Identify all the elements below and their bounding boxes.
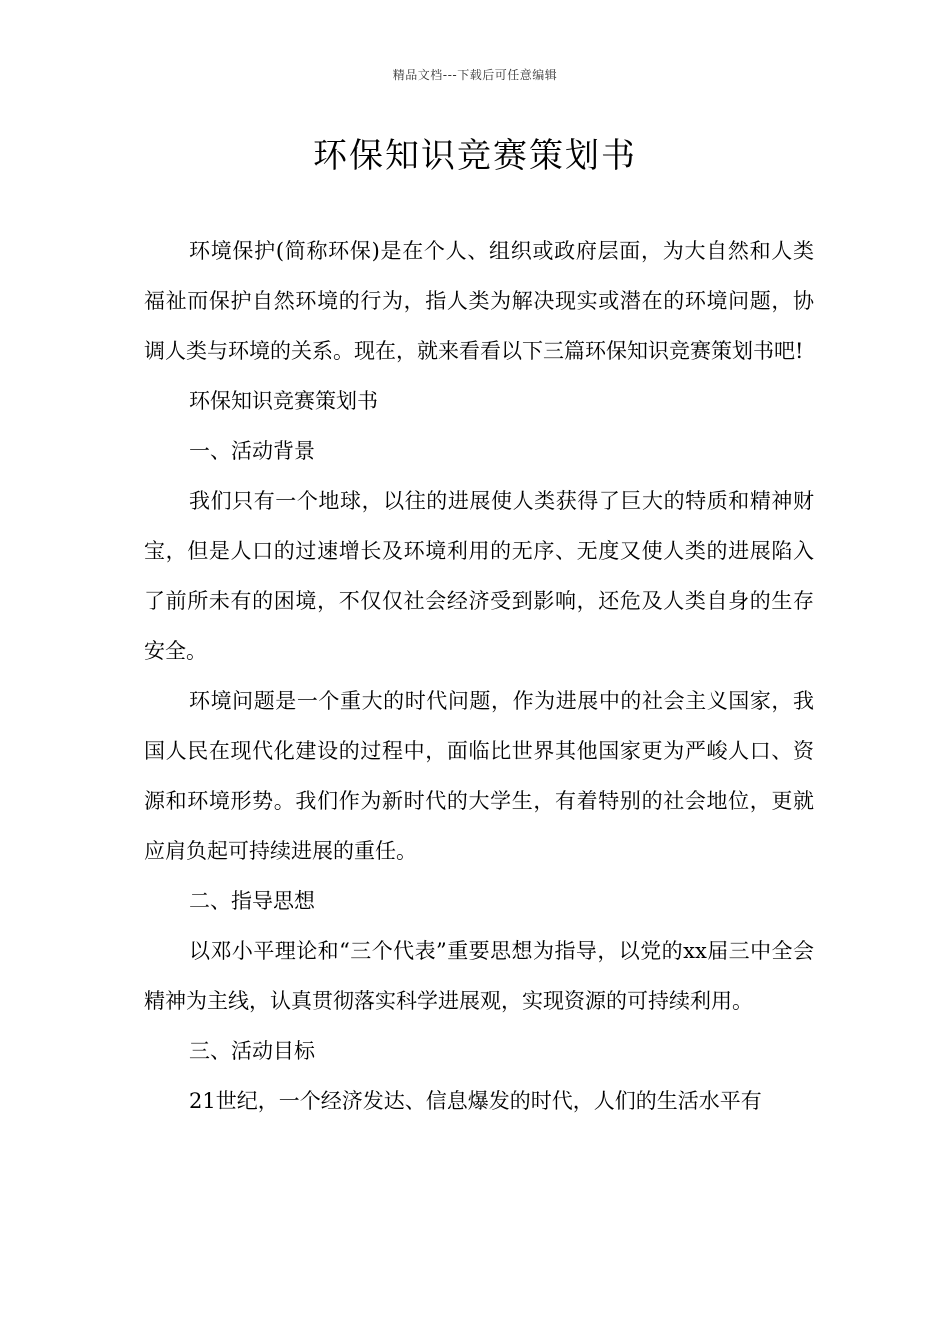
- header-note: 精品文档---下载后可任意编辑: [392, 68, 558, 82]
- section-heading-goals: 三、活动目标: [189, 1039, 315, 1063]
- document-body: [144, 226, 814, 1126]
- section-heading-background: 一、活动背景: [189, 439, 315, 463]
- guiding-thought-paragraph: 以邓小平理论和“三个代表”重要思想为指导，以党的xx届三中全会精神为主线，认真贯彻落实科学进展观，实现资源的可持续利用。: [144, 939, 814, 1013]
- section-heading-guiding-thought: 二、指导思想: [189, 889, 315, 913]
- background-paragraph-1: 我们只有一个地球，以往的进展使人类获得了巨大的特质和精神财宝，但是人口的过速增长及环境利用的无序、无度又使人类的进展陷入了前所未有的困境，不仅仅社会经济受到影响，还危及人类自身的生存安全。: [144, 489, 814, 663]
- goals-paragraph: 21世纪，一个经济发达、信息爆发的时代，人们的生活水平有: [189, 1089, 762, 1113]
- document-title: 环保知识竞赛策划书: [313, 136, 637, 176]
- background-paragraph-2: 环境问题是一个重大的时代问题，作为进展中的社会主义国家，我国人民在现代化建设的过程中，面临比世界其他国家更为严峻人口、资源和环境形势。我们作为新时代的大学生，有着特别的社会地位，更就应肩负起可持续进展的重任。: [144, 689, 814, 863]
- subtitle-paragraph: 环保知识竞赛策划书: [189, 389, 378, 413]
- intro-paragraph: 环境保护(简称环保)是在个人、组织或政府层面，为大自然和人类福祉而保护自然环境的行为，指人类为解决现实或潜在的环境问题，协调人类与环境的关系。现在，就来看看以下三篇环保知识竞赛策划书吧!: [144, 239, 814, 363]
